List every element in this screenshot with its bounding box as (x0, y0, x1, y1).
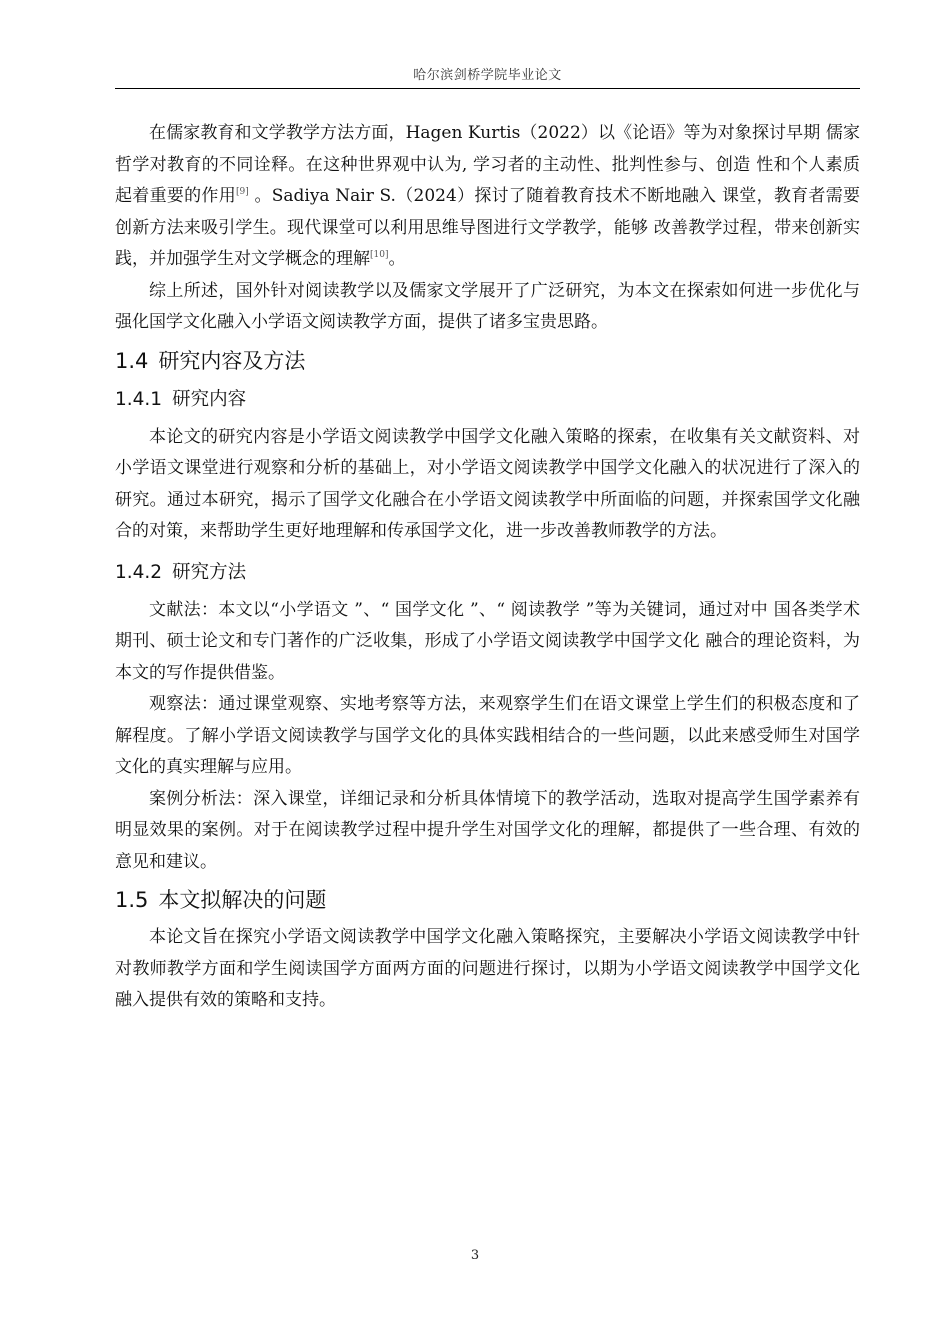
section-heading-1-5 (115, 886, 860, 914)
running-header: 哈尔滨剑桥学院毕业论文 (413, 68, 562, 83)
paragraph-research-content: 本论文的研究内容是小学语文阅读教学中国学文化融入策略的探索，在收集有关文献资料、对小学语文课堂进行观察和分析的基础上，对小学语文阅读教学中国学文化融入的状况进行了深入的研究。通过本研究，揭示了国学文化融合在小学语文阅读教学中所面临的问题，并探索国学文化融合的对策，来帮助学生更好地理解和传承国学文化，进一步改善教师教学的方法。 (115, 426, 860, 541)
section-title: 本文拟解决的问题 (158, 888, 327, 912)
paragraph-text: 。 (388, 249, 406, 269)
document-body (115, 118, 860, 1017)
paragraph-problems-to-solve: 本论文旨在探究小学语文阅读教学中国学文化融入策略探究，主要解决小学语文阅读教学中针对教师教学方面和学生阅读国学方面两方面的问题进行探讨，以期为小学语文阅读教学中国学文化融入提供有效的策略和支持。 (115, 927, 860, 1010)
paragraph-case-analysis-method: 案例分析法：深入课堂，详细记录和分析具体情境下的教学活动，选取对提高学生国学素养有明显效果的案例。对于在阅读教学过程中提升学生对国学文化的理解，都提供了一些合理、有效的意见和建议。 (115, 788, 860, 872)
header-rule (115, 88, 860, 89)
citation-10[interactable]: [10] (370, 250, 389, 260)
subsection-heading-1-4-2 (115, 560, 860, 586)
section-number: 1.4 (115, 348, 149, 373)
paragraph-summary: 综上所述，国外针对阅读教学以及儒家文学展开了广泛研究，为本文在探索如何进一步优化与强化国学文化融入小学语文阅读教学方面，提供了诸多宝贵思路。 (115, 280, 860, 332)
paragraph-text: 在儒家教育和文学教学方法方面，Hagen Kurtis（2022）以《论语》等为对象探讨早期 儒家哲学对教育的不同诠释。在这种世界观中认为, 学习者的主动性、批判性参与、创造 性和个人素质起着重要的作用 (115, 123, 860, 206)
section-title: 研究方法 (172, 561, 247, 583)
section-title: 研究内容 (172, 388, 247, 410)
paragraph-literature-method: 文献法：本文以“小学语文 ”、“ 国学文化 ”、“ 阅读教学 ”等为关键词，通过对中 国各类学术期刊、硕士论文和专门著作的广泛收集，形成了小学语文阅读教学中国学文化 融合的理论资料，为本文的写作提供借鉴。 (115, 599, 860, 683)
citation-9[interactable]: [9] (236, 187, 249, 197)
section-title: 研究内容及方法 (158, 348, 306, 373)
section-number: 1.4.2 (115, 561, 163, 583)
section-number: 1.5 (115, 888, 149, 912)
paragraph-observation-method: 观察法：通过课堂观察、实地考察等方法，来观察学生们在语文课堂上学生们的积极态度和了解程度。了解小学语文阅读教学与国学文化的具体实践相结合的一些问题，以此来感受师生对国学文化的真实理解与应用。 (115, 694, 860, 777)
page-number: 3 (470, 1248, 480, 1263)
section-heading-1-4 (115, 347, 860, 375)
paragraph-text: 。Sadiya Nair S.（2024）探讨了随着教育技术不断地融入 课堂，教育者需要创新方法来吸引学生。现代课堂可以利用思维导图进行文学教学，能够 改善教学过程，带来创新实践，并加强学生对文学概念的理解 (115, 186, 860, 269)
section-number: 1.4.1 (115, 388, 163, 410)
paragraph-foreign-research (115, 118, 860, 276)
subsection-heading-1-4-1 (115, 387, 860, 413)
